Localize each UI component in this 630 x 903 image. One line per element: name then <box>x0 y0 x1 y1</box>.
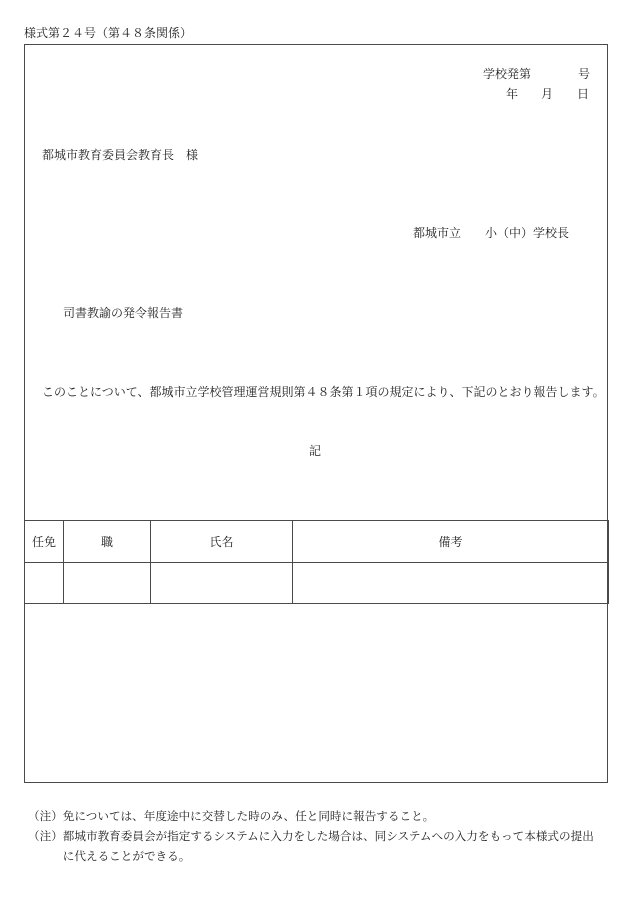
column-header-position: 職 <box>64 521 151 563</box>
addressee: 都城市教育委員会教育長 様 <box>42 148 199 162</box>
note-label: （注） <box>28 809 63 823</box>
note-item <box>28 826 618 866</box>
table-cell-name <box>151 563 293 604</box>
date-day-label: 日 <box>577 87 590 101</box>
column-header-name: 氏名 <box>151 521 293 563</box>
sender: 都城市立 小（中）学校長 <box>413 226 570 240</box>
table-cell-appointment <box>25 563 64 604</box>
report-table <box>24 520 609 604</box>
table-cell-position <box>64 563 151 604</box>
document-number-prefix: 学校発第 <box>483 67 532 81</box>
note-line: 都城市教育委員会が指定するシステムに入力をした場合は、同システムへの入力をもって本様式の提出 <box>62 829 594 843</box>
note-item <box>28 806 618 826</box>
date-year-label: 年 <box>506 87 519 101</box>
column-header-appointment: 任免 <box>25 521 64 563</box>
note-line: に代えることができる。 <box>62 849 191 863</box>
note-label: （注） <box>28 829 63 843</box>
notes <box>28 806 618 866</box>
body-text: このことについて、都城市立学校管理運営規則第４８条第１項の規定により、下記のとおり報告します。 <box>42 385 605 399</box>
table-cell-remarks <box>293 563 609 604</box>
note-text <box>63 806 434 826</box>
form-number: 様式第２４号（第４８条関係） <box>24 26 193 40</box>
ki-heading: 記 <box>309 444 322 458</box>
column-header-remarks: 備考 <box>293 521 609 563</box>
table-row <box>25 563 609 604</box>
table-header-row <box>25 521 609 563</box>
date-month-label: 月 <box>541 87 554 101</box>
note-text <box>63 826 594 866</box>
note-line: 免については、年度途中に交替した時のみ、任と同時に報告すること。 <box>62 809 435 823</box>
document-number-suffix: 号 <box>578 67 591 81</box>
document-subject: 司書教諭の発令報告書 <box>63 306 184 320</box>
